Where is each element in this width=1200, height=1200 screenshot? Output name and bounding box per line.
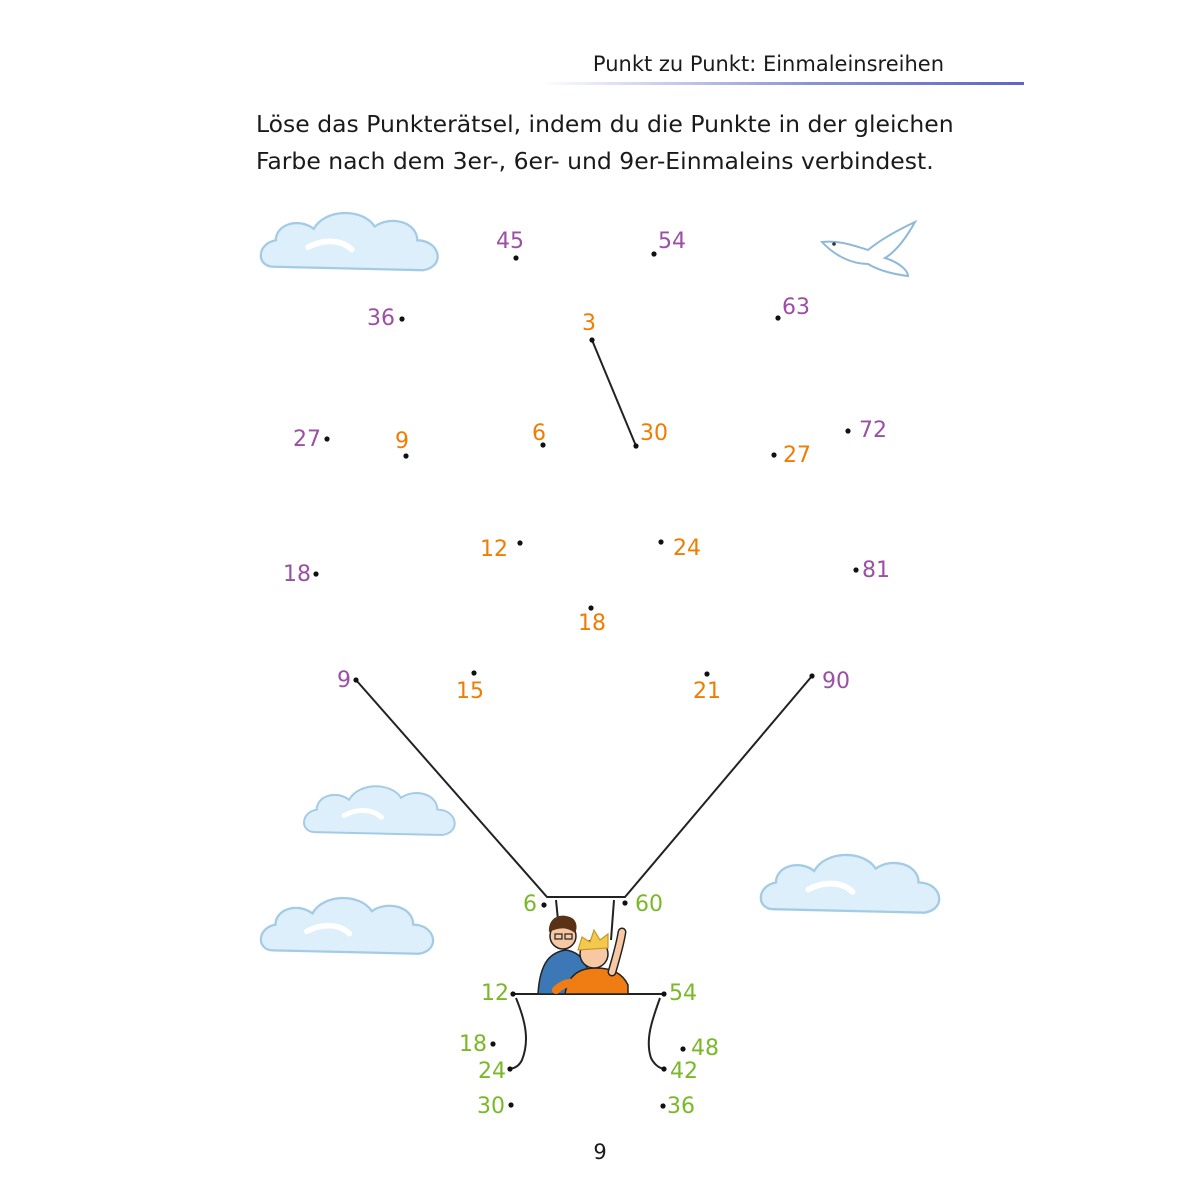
- page-number: 9: [593, 1140, 607, 1164]
- puzzle-dot: [704, 671, 709, 676]
- puzzle-dot: [588, 605, 593, 610]
- puzzle-dot: [399, 316, 404, 321]
- puzzle-dot: [490, 1041, 495, 1046]
- puzzle-number: 3: [582, 311, 596, 336]
- puzzle-number: 9: [395, 429, 409, 454]
- puzzle-point-orange-27: [771, 443, 811, 468]
- puzzle-number: 63: [782, 295, 810, 320]
- puzzle-dot: [507, 1066, 512, 1071]
- cloud-icon: [761, 855, 939, 913]
- puzzle-number: 42: [670, 1059, 698, 1084]
- puzzle-dot: [771, 452, 776, 457]
- puzzle-point-purple-9: [337, 668, 359, 693]
- puzzle-dot: [651, 251, 656, 256]
- puzzle-number: 21: [693, 679, 721, 704]
- puzzle-number: 36: [367, 306, 395, 331]
- puzzle-point-purple-18: [283, 562, 319, 587]
- puzzle-number: 12: [481, 981, 509, 1006]
- puzzle-point-orange-15: [456, 670, 484, 704]
- puzzle-point-green-24: [478, 1059, 513, 1084]
- puzzle-dot: [775, 315, 780, 320]
- puzzle-number: 18: [459, 1032, 487, 1057]
- puzzle-number: 72: [859, 418, 887, 443]
- puzzle-number: 60: [635, 892, 663, 917]
- puzzle-point-purple-36: [367, 306, 405, 331]
- puzzle-point-green-18: [459, 1032, 496, 1057]
- puzzle-number: 9: [337, 668, 351, 693]
- children-in-basket-icon: [538, 916, 628, 994]
- puzzle-point-orange-6: [532, 421, 546, 448]
- puzzle-number: 6: [532, 421, 546, 446]
- puzzle-point-orange-21: [693, 671, 721, 704]
- puzzle-number: 15: [456, 679, 484, 704]
- cloud-icon: [261, 898, 433, 954]
- puzzle-point-orange-18: [578, 605, 606, 636]
- puzzle-point-green-12: [481, 981, 516, 1006]
- puzzle-point-green-30: [477, 1094, 514, 1119]
- puzzle-dot: [324, 436, 329, 441]
- puzzle-number: 48: [691, 1036, 719, 1061]
- page-header-title: Punkt zu Punkt: Einmaleinsreihen: [592, 52, 944, 76]
- dove-icon: [822, 222, 915, 276]
- puzzle-number: 24: [478, 1059, 506, 1084]
- puzzle-dot: [403, 453, 408, 458]
- puzzle-point-purple-81: [853, 558, 890, 583]
- puzzle-number: 30: [640, 421, 668, 446]
- puzzle-number: 54: [658, 229, 686, 254]
- puzzle-dot: [845, 428, 850, 433]
- puzzle-dot: [313, 571, 318, 576]
- puzzle-point-orange-9: [395, 429, 409, 459]
- puzzle-dot: [517, 540, 522, 545]
- puzzle-point-orange-12: [480, 537, 523, 562]
- puzzle-dot: [661, 991, 666, 996]
- puzzle-point-green-36: [660, 1094, 695, 1119]
- puzzle-dot: [853, 567, 858, 572]
- puzzle-number: 18: [283, 562, 311, 587]
- puzzle-number: 45: [496, 229, 524, 254]
- puzzle-point-purple-72: [845, 418, 887, 443]
- puzzle-dot: [658, 539, 663, 544]
- puzzle-number: 6: [523, 892, 537, 917]
- instruction-text: Löse das Punkterätsel, indem du die Punkte in der gleichen Farbe nach dem 3er-, 6er- und 9er-Einmaleins verbindest.: [256, 110, 954, 175]
- puzzle-number: 27: [783, 443, 811, 468]
- puzzle-number: 54: [669, 981, 697, 1006]
- cloud-icon: [304, 786, 455, 835]
- puzzle-dot: [510, 991, 515, 996]
- puzzle-dot: [809, 673, 814, 678]
- puzzle-point-green-6: [523, 892, 547, 917]
- puzzle-number: 36: [667, 1094, 695, 1119]
- puzzle-point-orange-24: [658, 536, 701, 561]
- puzzle-number: 12: [480, 537, 508, 562]
- puzzle-dot: [589, 337, 594, 342]
- puzzle-dot: [508, 1102, 513, 1107]
- puzzle-dot: [353, 677, 358, 682]
- puzzle-point-purple-90: [809, 669, 850, 694]
- puzzle-number: 30: [477, 1094, 505, 1119]
- puzzle-number: 18: [578, 611, 606, 636]
- puzzle-dot: [622, 900, 627, 905]
- puzzle-dot: [471, 670, 476, 675]
- puzzle-point-green-42: [661, 1059, 698, 1084]
- puzzle-point-orange-30: [633, 421, 668, 449]
- puzzle-dot: [513, 255, 518, 260]
- puzzle-point-purple-27: [293, 427, 330, 452]
- puzzle-dot: [541, 902, 546, 907]
- puzzle-dot: [661, 1066, 666, 1071]
- puzzle-number: 24: [673, 536, 701, 561]
- puzzle-dot: [680, 1046, 685, 1051]
- puzzle-number: 27: [293, 427, 321, 452]
- puzzle-point-green-48: [680, 1036, 719, 1061]
- cloud-icon: [261, 213, 438, 270]
- puzzle-point-purple-45: [496, 229, 524, 261]
- puzzle-point-purple-63: [775, 295, 810, 321]
- puzzle-number: 90: [822, 669, 850, 694]
- puzzle-point-green-54: [661, 981, 697, 1006]
- puzzle-point-green-60: [622, 892, 663, 917]
- puzzle-number: 81: [862, 558, 890, 583]
- puzzle-dot: [660, 1103, 665, 1108]
- puzzle-dot: [633, 443, 638, 448]
- puzzle-point-orange-3: [582, 311, 596, 343]
- puzzle-point-purple-54: [651, 229, 686, 257]
